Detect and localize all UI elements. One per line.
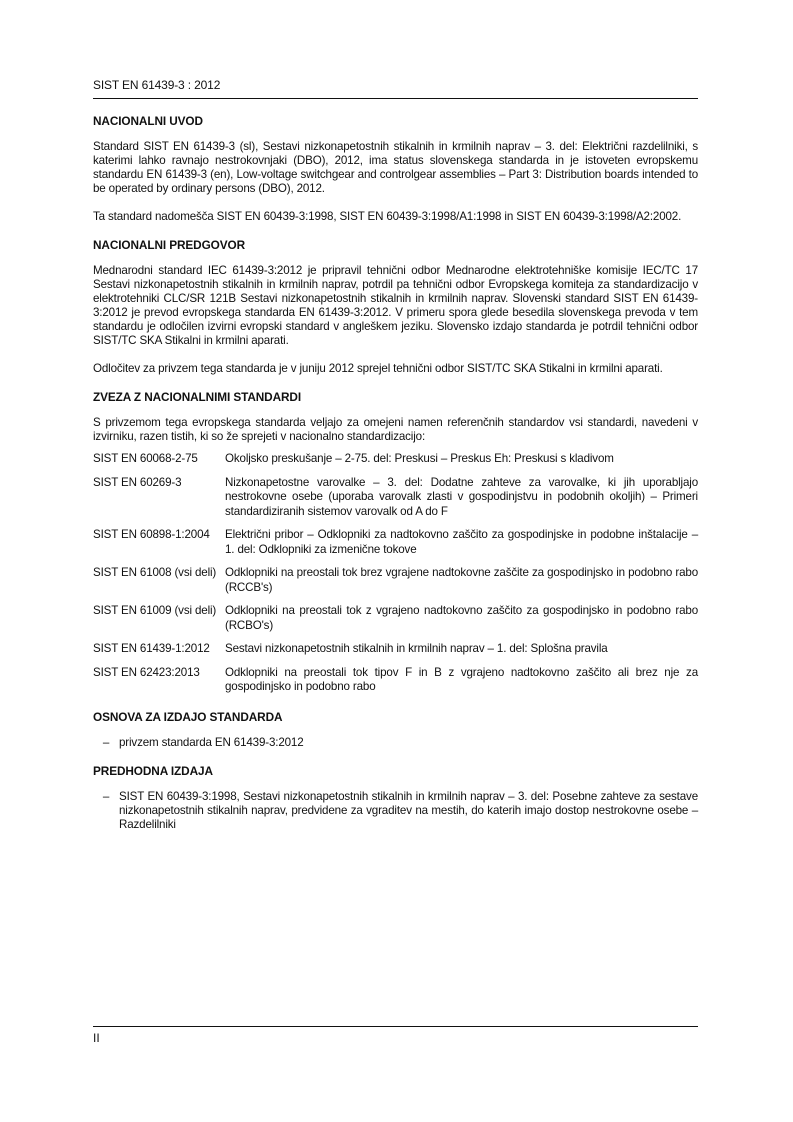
running-header: SIST EN 61439-3 : 2012 xyxy=(93,78,698,99)
standard-title: Odklopniki na preostali tok z vgrajeno nadtokovno zaščito za gospodinjsko in podobno rabo (RCBO's) xyxy=(225,604,698,632)
table-row xyxy=(93,528,698,566)
standard-code: SIST EN 62423:2013 xyxy=(93,665,200,679)
table-row xyxy=(93,452,698,476)
dash-bullet: – xyxy=(102,735,110,749)
standard-code: SIST EN 61439-1:2012 xyxy=(93,642,210,655)
standard-code: SIST EN 60068-2-75 xyxy=(93,452,198,465)
standard-title: Odklopniki na preostali tok tipov F in B z vgrajeno nadtokovno zaščito ali brez nje za gospodinjsko in podobno rabo xyxy=(225,665,698,693)
standard-title: Odklopniki na preostali tok brez vgrajene nadtokovne zaščite za gospodinjsko in podobno rabo (RCCB's) xyxy=(225,566,698,594)
page-number: II xyxy=(93,1031,100,1045)
list-item-text: privzem standarda EN 61439-3:2012 xyxy=(119,735,304,749)
document-page xyxy=(93,78,698,846)
dash-bullet: – xyxy=(102,789,110,803)
standard-code: SIST EN 60898-1:2004 xyxy=(93,528,210,541)
paragraph: S privzemom tega evropskega standarda veljajo za omejeni namen referenčnih standardov vsi standardi, navedeni v izvirniku, razen tistih, ki so že sprejeti v nacionalno standardizacijo: xyxy=(93,416,698,443)
table-row xyxy=(93,642,698,666)
paragraph: Ta standard nadomešča SIST EN 60439-3:1998, SIST EN 60439-3:1998/A1:1998 in SIST EN 60439-3:1998/A2:2002. xyxy=(93,210,682,223)
table-row xyxy=(93,666,698,704)
table-row xyxy=(93,566,698,604)
section-title-uvod: NACIONALNI UVOD xyxy=(93,114,203,128)
section-title-predgovor: NACIONALNI PREDGOVOR xyxy=(93,238,246,252)
list-item xyxy=(93,736,698,750)
reference-standards-table xyxy=(93,452,698,704)
standard-code: SIST EN 60269-3 xyxy=(93,475,182,489)
standard-code: SIST EN 61009 (vsi deli) xyxy=(93,604,217,617)
standard-title: Sestavi nizkonapetostnih stikalnih in krmilnih naprav – 1. del: Splošna pravila xyxy=(225,642,608,655)
paragraph: Mednarodni standard IEC 61439-3:2012 je pripravil tehnični odbor Mednarodne elektrotehniške komisije IEC/TC 17 Sestavi nizkonapetostnih stikalnih in krmilnih naprav, potrdil pa tehnični odbor Evropskega komiteja za standardizacijo v elektrotehniki CLC/SR 121B Sestavi nizkonapetostnih stikalnih in krmilnih naprav. Slovenski standard SIST EN 61439-3:2012 je prevod evropskega standarda EN 61439-3:2012. V primeru spora glede besedila slovenskega prevoda v tem standardu je odločilen izvirni evropski standard v angleškem jeziku. Slovensko izdajo standarda je potrdil tehnični odbor SIST/TC SKA Stikalni in krmilni aparati. xyxy=(93,264,698,347)
list-item xyxy=(93,790,698,832)
standard-code: SIST EN 61008 (vsi deli) xyxy=(93,566,217,579)
standard-title: Okoljsko preskušanje – 2-75. del: Preskusi – Preskus Eh: Preskusi s kladivom xyxy=(225,452,614,465)
table-row xyxy=(93,604,698,642)
paragraph: Odločitev za privzem tega standarda je v juniju 2012 sprejel tehnični odbor SIST/TC SKA Stikalni in krmilni aparati. xyxy=(93,362,663,375)
page-footer xyxy=(93,1026,698,1045)
section-title-zveza: ZVEZA Z NACIONALNIMI STANDARDI xyxy=(93,390,302,404)
paragraph: Standard SIST EN 61439-3 (sl), Sestavi nizkonapetostnih stikalnih in krmilnih naprav – 3. del: Električni razdelilniki, s katerimi lahko ravnajo nestrokovnjaki (DBO), 2012, ima status slovenskega standarda in je istoveten evropskemu standardu EN 61439-3 (en), Low-voltage switchgear and controlgear assemblies – Part 3: Distribution boards intended to be operated by ordinary persons (DBO), 2012. xyxy=(93,140,698,195)
standard-title: Električni pribor – Odklopniki za nadtokovno zaščito za gospodinjske in podobne inštalacije – 1. del: Odklopniki za izmenične tokove xyxy=(225,528,698,556)
list-item-text: SIST EN 60439-3:1998, Sestavi nizkonapetostnih stikalnih in krmilnih naprav – 3. del: Posebne zahteve za sestave nizkonapetostnih stikalnih naprav, predvidene za vgraditev na mestih, do katerih imajo dostop nestrokovne osebe – Razdelilniki xyxy=(119,789,698,831)
section-title-osnova: OSNOVA ZA IZDAJO STANDARDA xyxy=(93,709,283,724)
section-title-predhodna: PREDHODNA IZDAJA xyxy=(93,763,213,778)
standard-title: Nizkonapetostne varovalke – 3. del: Dodatne zahteve za varovalke, ki jih uporabljajo nestrokovne osebe (uporaba varovalk zlasti v gospodinjstvu in podobnih okoljih) – Primeri standardiziranih sistemov varovalk od A do F xyxy=(225,475,698,518)
table-row xyxy=(93,476,698,529)
